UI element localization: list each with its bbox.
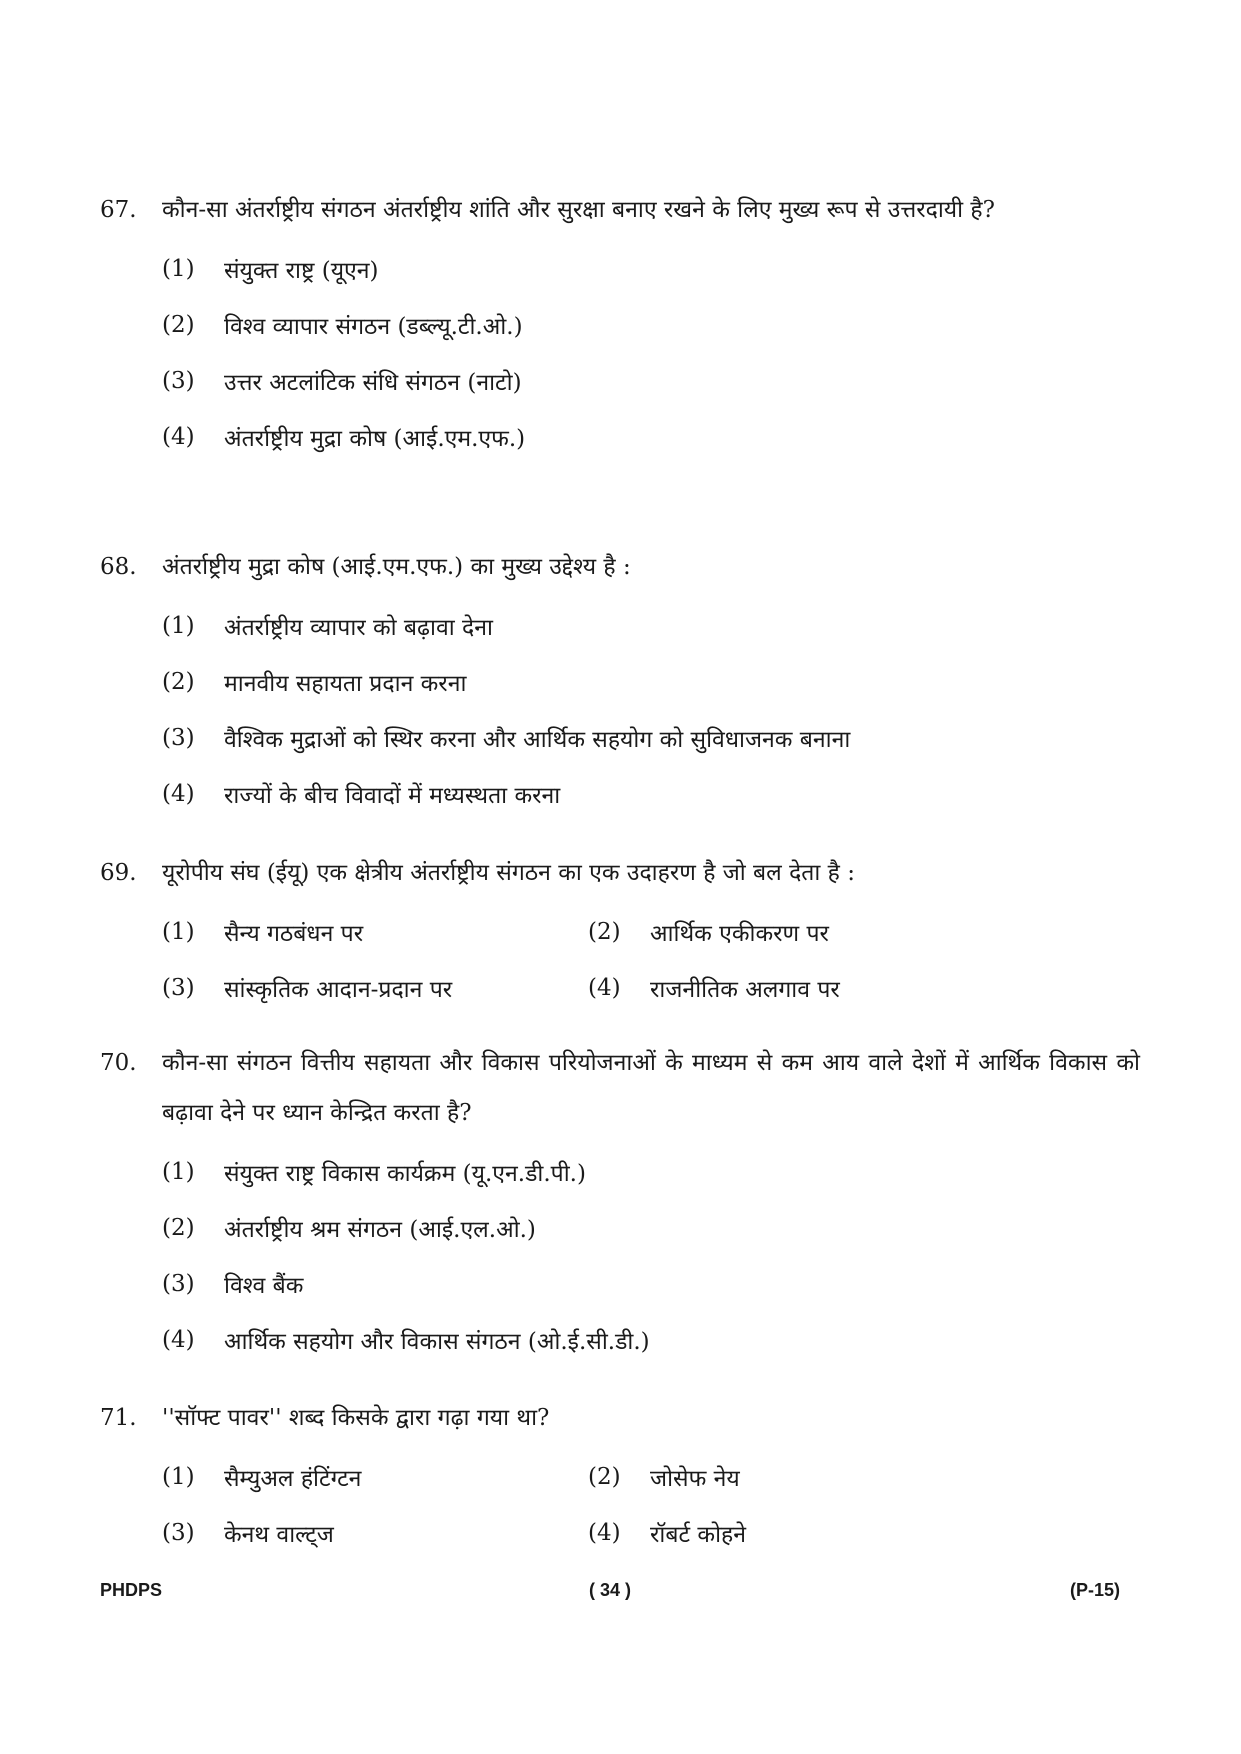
option-text: आर्थिक एकीकरण पर xyxy=(650,921,829,947)
option-number: (2) xyxy=(162,1215,195,1241)
option-4 xyxy=(162,1312,1140,1368)
option-number: (4) xyxy=(162,781,195,807)
paper-code: PHDPS xyxy=(100,1580,163,1600)
option-2 xyxy=(588,904,988,960)
option-text: केनथ वाल्ट्ज xyxy=(224,1522,334,1548)
option-number: (3) xyxy=(162,725,195,751)
option-number: (1) xyxy=(162,919,195,945)
option-2 xyxy=(162,1200,1140,1256)
option-number: (3) xyxy=(162,1520,195,1546)
option-text: सैम्युअल हंटिंग्टन xyxy=(224,1466,362,1492)
option-text: राजनीतिक अलगाव पर xyxy=(650,977,840,1003)
question-number: 67. xyxy=(100,197,137,223)
option-1 xyxy=(162,1449,588,1505)
option-text: अंतर्राष्ट्रीय मुद्रा कोष (आई.एम.एफ.) xyxy=(224,426,526,452)
question-number: 69. xyxy=(100,860,137,886)
options-grid xyxy=(162,1449,1140,1561)
option-4 xyxy=(588,960,988,1016)
page-footer xyxy=(100,1580,1120,1610)
option-text: विश्व व्यापार संगठन (डब्ल्यू.टी.ओ.) xyxy=(224,314,523,340)
question-text: कौन-सा संगठन वित्तीय सहायता और विकास परियोजनाओं के माध्यम से कम आय वाले देशों में आर्थिक विकास को बढ़ावा देने पर ध्यान केन्द्रित करता है? xyxy=(162,1050,1140,1126)
option-1 xyxy=(162,598,1140,654)
option-text: राज्यों के बीच विवादों में मध्यस्थता करना xyxy=(224,783,561,809)
options-list xyxy=(162,1144,1140,1368)
option-text: सैन्य गठबंधन पर xyxy=(224,921,364,947)
option-text: मानवीय सहायता प्रदान करना xyxy=(224,671,467,697)
question-69 xyxy=(100,848,1140,1016)
option-4 xyxy=(588,1505,988,1561)
option-3 xyxy=(162,710,1140,766)
option-text: अंतर्राष्ट्रीय श्रम संगठन (आई.एल.ओ.) xyxy=(224,1217,536,1243)
question-67 xyxy=(100,185,1140,465)
option-text: संयुक्त राष्ट्र (यूएन) xyxy=(224,258,379,284)
option-number: (1) xyxy=(162,613,195,639)
option-number: (3) xyxy=(162,368,195,394)
option-2 xyxy=(162,297,1140,353)
options-list xyxy=(162,598,1140,822)
option-text: आर्थिक सहयोग और विकास संगठन (ओ.ई.सी.डी.) xyxy=(224,1329,650,1355)
option-3 xyxy=(162,1256,1140,1312)
option-number: (3) xyxy=(162,975,195,1001)
option-number: (1) xyxy=(162,1464,195,1490)
option-number: (4) xyxy=(162,424,195,450)
option-2 xyxy=(162,654,1140,710)
option-text: वैश्विक मुद्राओं को स्थिर करना और आर्थिक सहयोग को सुविधाजनक बनाना xyxy=(224,727,851,753)
option-number: (4) xyxy=(588,1520,621,1546)
option-3 xyxy=(162,960,588,1016)
option-text: संयुक्त राष्ट्र विकास कार्यक्रम (यू.एन.डी.पी.) xyxy=(224,1161,586,1187)
set-code: (P-15) xyxy=(1069,1580,1120,1600)
option-1 xyxy=(162,241,1140,297)
option-number: (1) xyxy=(162,1159,195,1185)
option-3 xyxy=(162,1505,588,1561)
option-number: (4) xyxy=(588,975,621,1001)
option-1 xyxy=(162,904,588,960)
option-number: (2) xyxy=(588,919,621,945)
option-3 xyxy=(162,353,1140,409)
question-text: यूरोपीय संघ (ईयू) एक क्षेत्रीय अंतर्राष्ट्रीय संगठन का एक उदाहरण है जो बल देता है : xyxy=(162,860,855,886)
option-2 xyxy=(588,1449,988,1505)
option-number: (1) xyxy=(162,256,195,282)
page-number: ( 34 ) xyxy=(588,1580,631,1600)
question-70 xyxy=(100,1038,1140,1368)
option-number: (2) xyxy=(162,669,195,695)
option-number: (3) xyxy=(162,1271,195,1297)
question-71 xyxy=(100,1393,1140,1561)
question-number: 71. xyxy=(100,1405,137,1431)
option-1 xyxy=(162,1144,1140,1200)
option-text: अंतर्राष्ट्रीय व्यापार को बढ़ावा देना xyxy=(224,615,493,641)
option-text: सांस्कृतिक आदान-प्रदान पर xyxy=(224,977,453,1003)
question-number: 68. xyxy=(100,554,137,580)
option-text: जोसेफ नेय xyxy=(650,1466,740,1492)
option-4 xyxy=(162,409,1140,465)
option-text: रॉबर्ट कोहने xyxy=(650,1522,746,1548)
question-68 xyxy=(100,542,1140,822)
options-list xyxy=(162,241,1140,465)
option-text: उत्तर अटलांटिक संधि संगठन (नाटो) xyxy=(224,370,522,396)
option-number: (2) xyxy=(162,312,195,338)
option-number: (4) xyxy=(162,1327,195,1353)
question-text: अंतर्राष्ट्रीय मुद्रा कोष (आई.एम.एफ.) का मुख्य उद्देश्य है : xyxy=(162,554,631,580)
option-number: (2) xyxy=(588,1464,621,1490)
options-grid xyxy=(162,904,1140,1016)
question-text: ''सॉफ्ट पावर'' शब्द किसके द्वारा गढ़ा गया था? xyxy=(162,1405,550,1431)
question-text: कौन-सा अंतर्राष्ट्रीय संगठन अंतर्राष्ट्रीय शांति और सुरक्षा बनाए रखने के लिए मुख्य रूप से उत्तरदायी है? xyxy=(162,197,995,223)
question-number: 70. xyxy=(100,1050,137,1076)
option-text: विश्व बैंक xyxy=(224,1273,304,1299)
option-4 xyxy=(162,766,1140,822)
